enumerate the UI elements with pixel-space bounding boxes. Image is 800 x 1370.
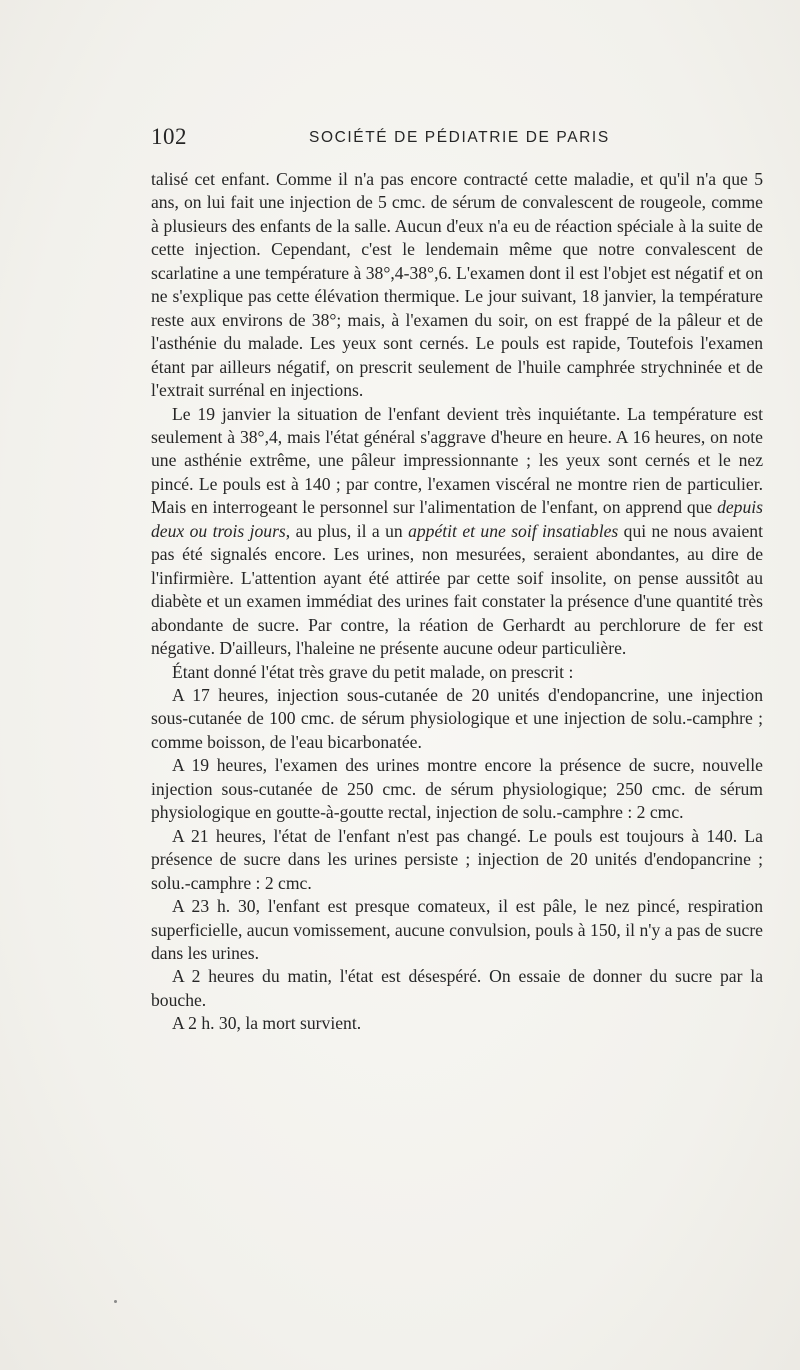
paragraph-text: talisé cet enfant. Comme il n'a pas encore contracté cette maladie, et qu'il n'a que 5 ans, on lui fait une injection de 5 cmc. de sérum de convalescent de rougeole, comme à plusieurs des enfants de la salle. Aucun d'eux n'a eu de réaction spéciale à la suite de cette injection. Cependant, c'est le lendemain même que notre convalescent de scarlatine a une température à 38°,4-38°,6. L'examen dont il est l'objet est négatif et on ne s'explique pas cette élévation thermique. Le jour suivant, 18 janvier, la température reste aux environs de 38°; mais, à l'examen du soir, on est frappé de la pâleur et de l'asthénie du malade. Les yeux sont cernés. Le pouls est rapide, Toutefois l'examen étant par ailleurs négatif, on prescrit seulement de l'huile camphrée strychninée et de l'extrait surrénal en injections. bbox=[151, 169, 763, 401]
page-number: 102 bbox=[151, 124, 187, 149]
italic-phrase: appétit et une soif insatiables bbox=[408, 520, 619, 541]
paragraph-text: qui ne nous avaient pas été signalés encore. Les urines, non mesurées, seraient abondantes, au dire de l'infirmière. L'attention ayant été attirée par cette soif insolite, on pense aussitôt au diabète et un examen immédiat des urines fait constater la présence d'une quantité très abondante de sucre. Par contre, la réation de Gerhardt au perchlorure de fer est négative. D'ailleurs, l'haleine ne présente aucune odeur particulière. bbox=[151, 520, 763, 659]
paragraph-text: Étant donné l'état très grave du petit malade, on prescrit : bbox=[172, 661, 574, 682]
paragraph-2-heures bbox=[151, 965, 763, 1012]
paragraph-text: A 23 h. 30, l'enfant est presque comateux, il est pâle, le nez pincé, respiration superficielle, aucun vomissement, aucune convulsion, pouls à 150, il n'y a pas de sucre dans les urines. bbox=[151, 896, 763, 963]
paragraph-17-heures bbox=[151, 684, 763, 754]
paragraph-text: A 2 h. 30, la mort survient. bbox=[172, 1013, 362, 1034]
paragraph-19-janvier bbox=[151, 403, 763, 661]
paragraph-21-heures bbox=[151, 825, 763, 895]
running-head bbox=[151, 124, 763, 154]
paragraph-prescription-intro bbox=[151, 661, 763, 684]
paragraph-text: A 21 heures, l'état de l'enfant n'est pas changé. Le pouls est toujours à 140. La présence de sucre dans les urines persiste ; injection de 20 unités d'endopancrine ; solu.-camphre : 2 cmc. bbox=[151, 825, 763, 893]
paragraph-text: , au plus, il a un bbox=[285, 520, 409, 541]
paragraph-text: A 19 heures, l'examen des urines montre encore la présence de sucre, nouvelle injection sous-cutanée de 250 cmc. de sérum physiologique; 250 cmc. de sérum physiologique en goutte-à-goutte rectal, injection de solu.-camphre : 2 cmc. bbox=[151, 755, 763, 823]
paper-speck bbox=[114, 1300, 117, 1303]
paragraph-text: Le 19 janvier la situation de l'enfant devient très inquiétante. La température est seulement à 38°,4, mais l'état général s'aggrave d'heure en heure. A 16 heures, on note une asthénie extrême, une pâleur impressionnante ; les yeux sont cernés et le nez pincé. Le pouls est à 140 ; par contre, l'examen viscéral ne montre rien de particulier. Mais en interrogeant le personnel sur l'alimentation de l'enfant, on apprend que bbox=[151, 403, 763, 518]
body-text bbox=[151, 168, 763, 1036]
paragraph-23-heures-30 bbox=[151, 895, 763, 965]
paragraph-2-heures-30 bbox=[151, 1012, 763, 1035]
paragraph-text: A 2 heures du matin, l'état est désespéré. On essaie de donner du sucre par la bouche. bbox=[151, 966, 763, 1010]
italic-phrase: depuis deux ou trois jours bbox=[151, 497, 763, 541]
paragraph-continuation bbox=[151, 168, 763, 403]
paragraph-19-heures bbox=[151, 754, 763, 824]
running-title: SOCIÉTÉ DE PÉDIATRIE DE PARIS bbox=[309, 129, 610, 146]
paragraph-text: A 17 heures, injection sous-cutanée de 20 unités d'endopancrine, une injection sous-cutanée de 100 cmc. de sérum physiologique et une injection de solu.-camphre ; comme boisson, de l'eau bicarbonatée. bbox=[151, 684, 763, 752]
